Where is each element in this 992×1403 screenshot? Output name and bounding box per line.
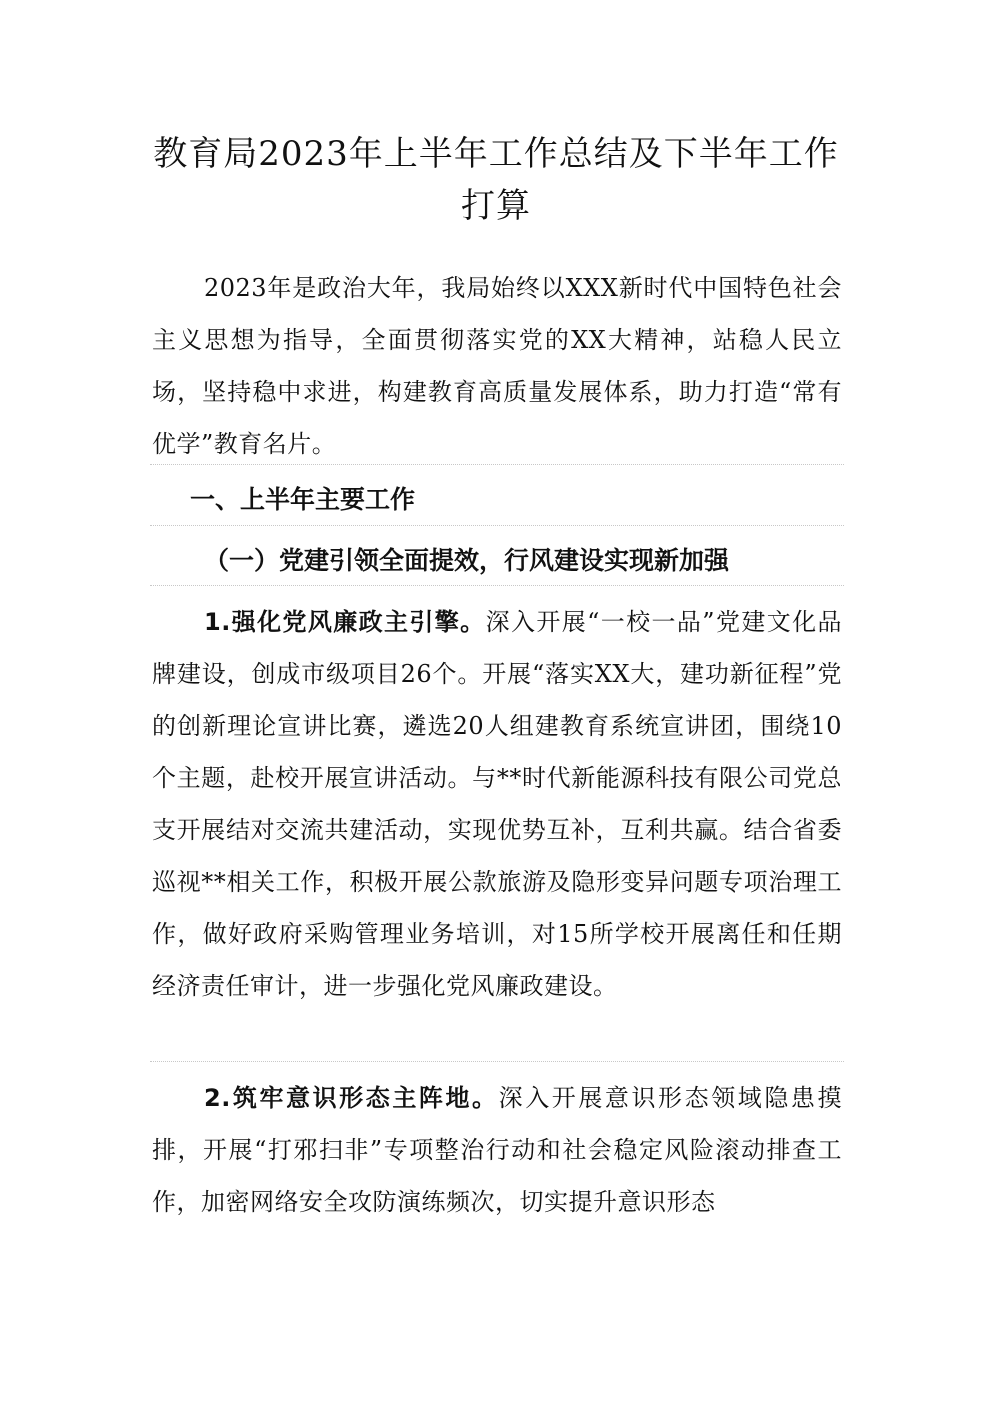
- document-title: 教育局2023年上半年工作总结及下半年工作打算: [153, 134, 839, 226]
- divider: [150, 525, 844, 526]
- subsection-heading: （一）党建引领全面提效，行风建设实现新加强: [204, 546, 730, 575]
- divider: [150, 585, 844, 586]
- item-paragraph: [152, 1072, 842, 1228]
- item-lead: 1.强化党风廉政主引擎。: [204, 608, 486, 636]
- intro-paragraph: 2023年是政治大年，我局始终以XXX新时代中国特色社会主义思想为指导，全面贯彻落实党的XX大精神，站稳人民立场，坚持稳中求进，构建教育高质量发展体系，助力打造“常有优学”教育名片。: [152, 274, 842, 458]
- item-paragraph: [152, 596, 842, 1012]
- section-heading: 一、上半年主要工作: [190, 485, 416, 514]
- item-lead: 2.筑牢意识形态主阵地。: [204, 1084, 499, 1112]
- item-body: 深入开展“一校一品”党建文化品牌建设，创成市级项目26个。开展“落实XX大，建功新征程”党的创新理论宣讲比赛，遴选20人组建教育系统宣讲团，围绕10个主题，赴校开展宣讲活动。与**时代新能源科技有限公司党总支开展结对交流共建活动，实现优势互补，互利共赢。结合省委巡视**相关工作，积极开展公款旅游及隐形变异问题专项治理工作，做好政府采购管理业务培训，对15所学校开展离任和任期经济责任审计，进一步强化党风廉政建设。: [152, 608, 842, 1000]
- item-body: 深入开展意识形态领域隐患摸排，开展“打邪扫非”专项整治行动和社会稳定风险滚动排查工作，加密网络安全攻防演练频次，切实提升意识形态: [152, 1084, 842, 1216]
- divider: [150, 464, 844, 465]
- divider: [150, 1061, 844, 1062]
